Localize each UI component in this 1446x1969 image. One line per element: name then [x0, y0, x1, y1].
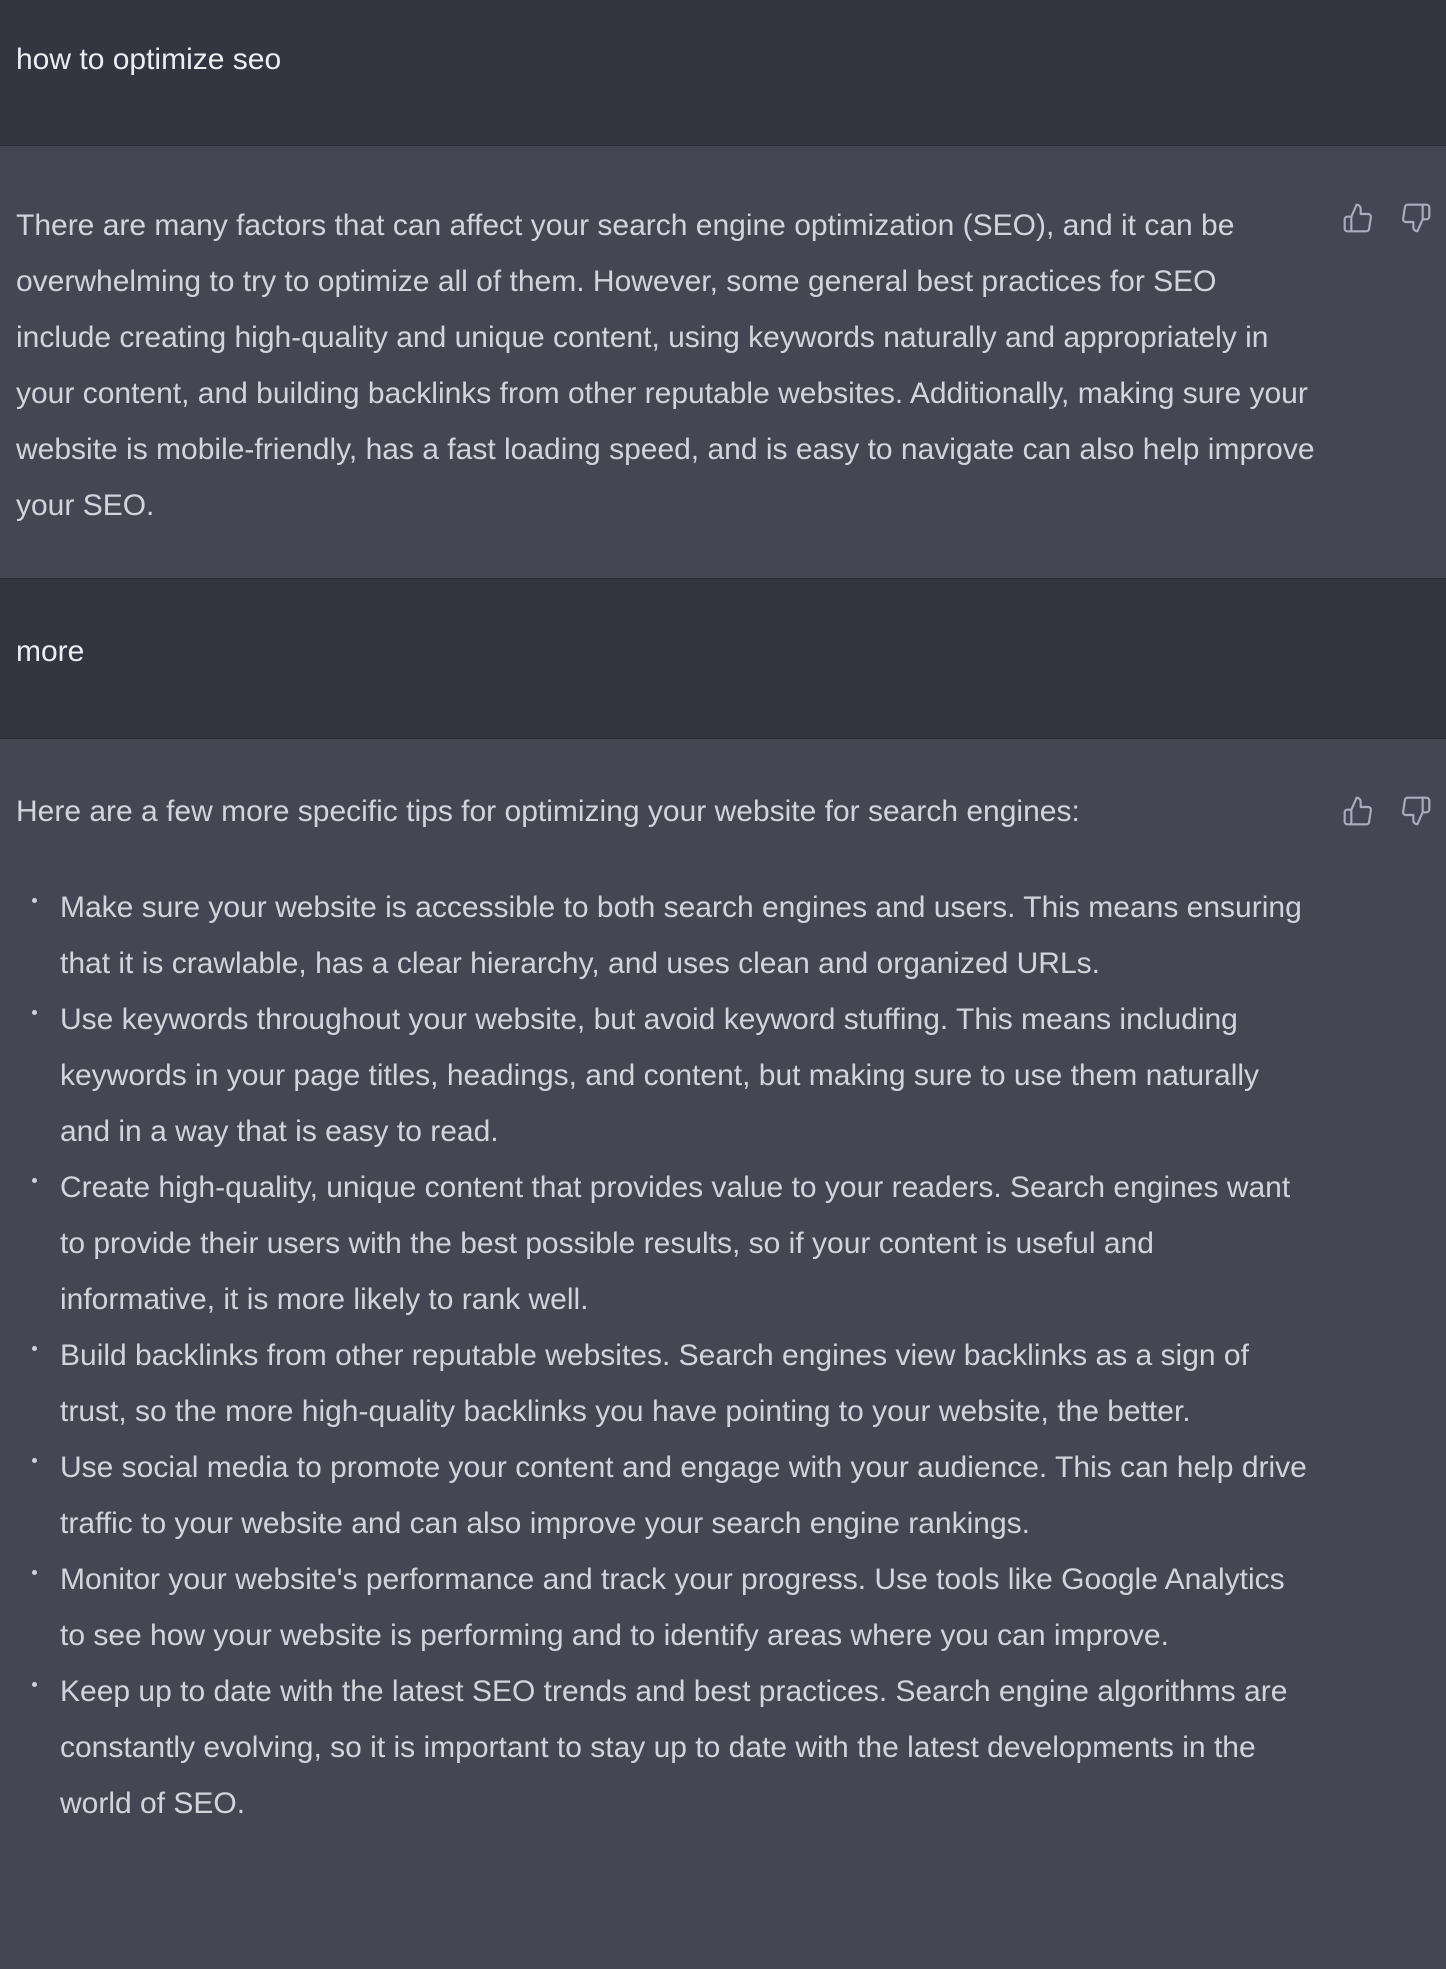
list-item: Make sure your website is accessible to both search engines and users. This means ensuring that it is crawlable, has a clear hierarchy, and uses clean and organized URLs.: [16, 880, 1316, 992]
list-item: Keep up to date with the latest SEO trends and best practices. Search engine algorithms are constantly evolving, so it is important to stay up to date with the latest developments in the world of SEO.: [16, 1664, 1316, 1832]
assistant-intro: Here are a few more specific tips for optimizing your website for search engines:: [16, 795, 1080, 828]
list-item: Build backlinks from other reputable websites. Search engines view backlinks as a sign of trust, so the more high-quality backlinks you have pointing to your website, the better.: [16, 1328, 1316, 1440]
assistant-message-text: [16, 784, 1316, 1832]
assistant-paragraph: There are many factors that can affect your search engine optimization (SEO), and it can be overwhelming to try to optimize all of them. However, some general best practices for SEO include creating high-quality and unique content, using keywords naturally and appropriately in your content, and building backlinks from other reputable websites. Additionally, making sure your website is mobile-friendly, has a fast loading speed, and is easy to navigate can also help improve your SEO.: [16, 209, 1315, 522]
thumbs-down-icon[interactable]: [1400, 202, 1432, 234]
user-message: [0, 578, 1446, 739]
tips-list: [16, 880, 1316, 1832]
user-message-text: more: [16, 635, 85, 668]
thumbs-up-icon[interactable]: [1342, 795, 1374, 827]
user-message: [0, 0, 1446, 146]
thumbs-up-icon[interactable]: [1342, 202, 1374, 234]
list-item: Use social media to promote your content and engage with your audience. This can help drive traffic to your website and can also improve your search engine rankings.: [16, 1440, 1316, 1552]
list-item: Create high-quality, unique content that provides value to your readers. Search engines want to provide their users with the best possible results, so if your content is useful and informative, it is more likely to rank well.: [16, 1160, 1316, 1328]
assistant-message: [0, 739, 1446, 1969]
list-item: Use keywords throughout your website, but avoid keyword stuffing. This means including keywords in your page titles, headings, and content, but making sure to use them naturally and in a way that is easy to read.: [16, 992, 1316, 1160]
list-item: Monitor your website's performance and track your progress. Use tools like Google Analytics to see how your website is performing and to identify areas where you can improve.: [16, 1552, 1316, 1664]
user-message-text: how to optimize seo: [16, 43, 282, 76]
thumbs-down-icon[interactable]: [1400, 795, 1432, 827]
assistant-message-text: [16, 198, 1316, 534]
feedback-buttons: [1342, 202, 1432, 234]
assistant-message: [0, 146, 1446, 578]
feedback-buttons: [1342, 795, 1432, 827]
